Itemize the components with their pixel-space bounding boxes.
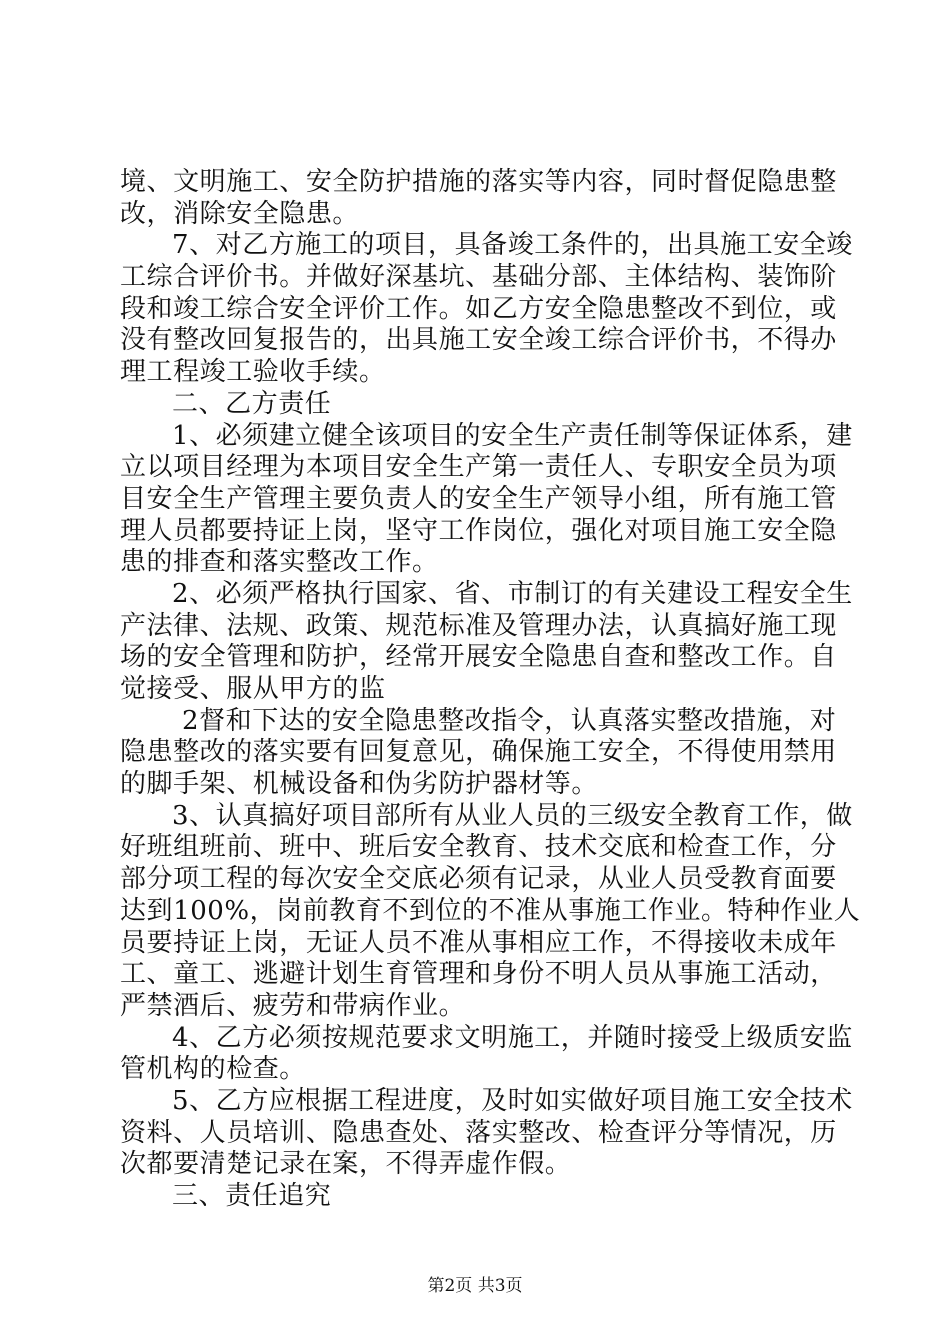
text-line: 隐患整改的落实要有回复意见，确保施工安全，不得使用禁用 [120,737,837,767]
text-line: 工、童工、逃避计划生育管理和身份不明人员从事施工活动， [120,959,837,989]
text-line: 管机构的检查。 [120,1054,306,1084]
text-line: 严禁酒后、疲劳和带病作业。 [120,991,466,1021]
text-line: 立以项目经理为本项目安全生产第一责任人、专职安全员为项 [120,452,837,482]
text-line: 1、必须建立健全该项目的安全生产责任制等保证体系，建 [172,421,853,451]
text-line: 工综合评价书。并做好深基坑、基础分部、主体结构、装饰阶 [120,262,837,292]
text-line: 的脚手架、机械设备和伪劣防护器材等。 [120,769,598,799]
text-line: 2、必须严格执行国家、省、市制订的有关建设工程安全生 [172,579,853,609]
text-line: 目安全生产管理主要负责人的安全生产领导小组，所有施工管 [120,484,837,514]
text-line: 理工程竣工验收手续。 [120,357,386,387]
text-line: 4、乙方必须按规范要求文明施工，并随时接受上级质安监 [172,1023,853,1053]
text-line: 次都要清楚记录在案，不得弄虚作假。 [120,1149,572,1179]
section-heading: 二、乙方责任 [172,389,332,419]
text-line: 场的安全管理和防护，经常开展安全隐患自查和整改工作。自 [120,642,837,672]
text-line: 好班组班前、班中、班后安全教育、技术交底和检查工作，分 [120,832,837,862]
text-line: 境、文明施工、安全防护措施的落实等内容，同时督促隐患整 [120,167,837,197]
text-line: 员要持证上岗，无证人员不准从事相应工作，不得接收未成年 [120,928,837,958]
section-heading: 三、责任追究 [172,1181,332,1211]
text-line: 改，消除安全隐患。 [120,199,359,229]
text-line: 产法律、法规、政策、规范标准及管理办法，认真搞好施工现 [120,611,837,641]
text-line: 没有整改回复报告的，出具施工安全竣工综合评价书，不得办 [120,325,837,355]
text-line: 达到100%，岗前教育不到位的不准从事施工作业。特种作业人 [120,896,861,926]
text-line: 理人员都要持证上岗，坚守工作岗位，强化对项目施工安全隐 [120,516,837,546]
text-line: 部分项工程的每次安全交底必须有记录，从业人员受教育面要 [120,864,837,894]
text-line: 3、认真搞好项目部所有从业人员的三级安全教育工作，做 [172,801,853,831]
text-line: 5、乙方应根据工程进度，及时如实做好项目施工安全技术 [172,1086,853,1116]
text-line: 觉接受、服从甲方的监 [120,674,386,704]
text-line: 2督和下达的安全隐患整改指令，认真落实整改措施，对 [182,706,837,736]
text-line: 7、对乙方施工的项目，具备竣工条件的，出具施工安全竣 [172,230,853,260]
text-line: 患的排查和落实整改工作。 [120,547,439,577]
text-line: 段和竣工综合安全评价工作。如乙方安全隐患整改不到位，或 [120,294,837,324]
page-number-footer: 第2页 共3页 [427,1276,523,1296]
text-line: 资料、人员培训、隐患查处、落实整改、检查评分等情况，历 [120,1118,837,1148]
